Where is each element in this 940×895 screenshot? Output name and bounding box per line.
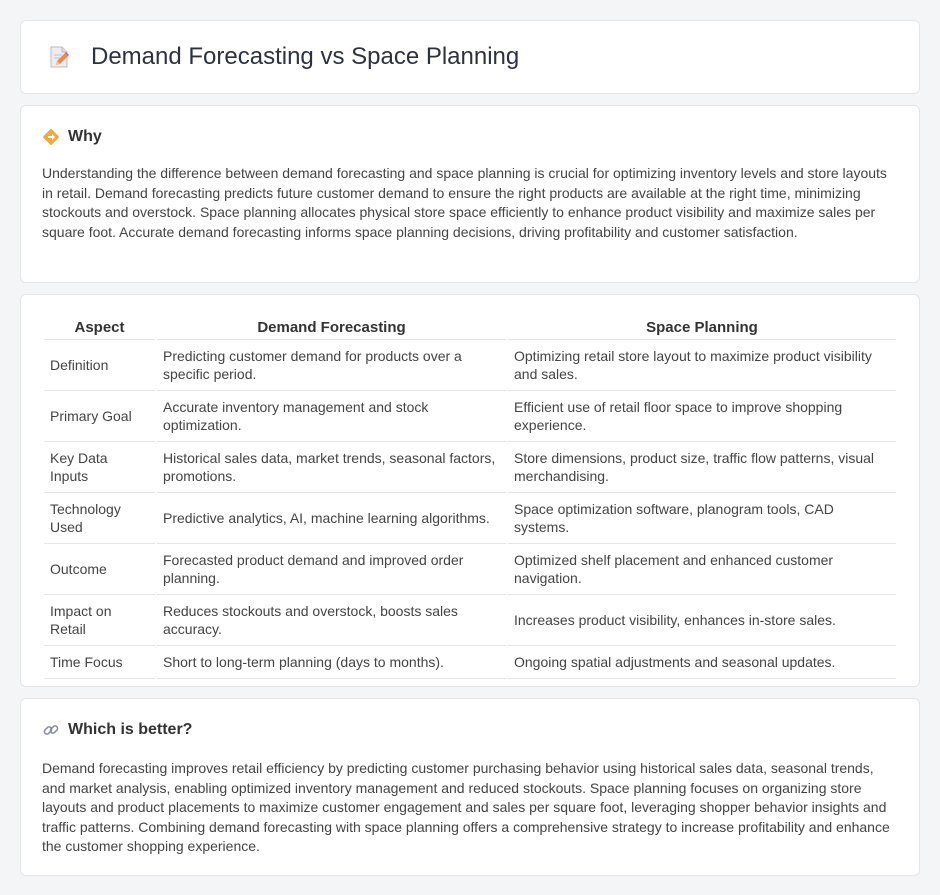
row-aspect: Definition [44, 340, 155, 391]
table-row [44, 493, 896, 544]
row-demand-forecasting: Predictive analytics, AI, machine learning algorithms. [157, 493, 506, 544]
row-aspect: Technology Used [44, 493, 155, 544]
which-is-better-title: Which is better? [68, 721, 193, 738]
which-is-better-section [20, 698, 920, 876]
document-pencil-icon [47, 45, 71, 69]
row-demand-forecasting: Predicting customer demand for products over a specific period. [157, 340, 506, 391]
row-demand-forecasting: Reduces stockouts and overstock, boosts sales accuracy. [157, 595, 506, 646]
row-aspect: Key Data Inputs [44, 442, 155, 493]
why-heading [42, 128, 898, 146]
row-aspect: Time Focus [44, 646, 155, 679]
row-space-planning: Optimized shelf placement and enhanced customer navigation. [508, 544, 896, 595]
why-section [20, 105, 920, 283]
page-title: Demand Forecasting vs Space Planning [91, 43, 520, 70]
row-demand-forecasting: Forecasted product demand and improved order planning. [157, 544, 506, 595]
column-header-aspect: Aspect [44, 315, 155, 340]
row-aspect: Outcome [44, 544, 155, 595]
row-space-planning: Space optimization software, planogram tools, CAD systems. [508, 493, 896, 544]
which-is-better-heading [42, 721, 898, 739]
comparison-section [20, 294, 920, 687]
column-header-demand-forecasting: Demand Forecasting [157, 315, 506, 340]
table-row [44, 544, 896, 595]
row-space-planning: Efficient use of retail floor space to improve shopping experience. [508, 391, 896, 442]
table-header-row [44, 315, 896, 340]
row-space-planning: Increases product visibility, enhances in-store sales. [508, 595, 896, 646]
column-header-space-planning: Space Planning [508, 315, 896, 340]
which-is-better-body: Demand forecasting improves retail efficiency by predicting customer purchasing behavior using historical sales data, seasonal trends, and market analysis, enabling optimized inventory management and reduced stockouts. Space planning focuses on organizing store layouts and product placements to maximize customer engagement and sales per square foot, leveraging shopper behavior insights and traffic patterns. Combining demand forecasting with space planning offers a comprehensive strategy to increase profitability and enhance the customer shopping experience. [42, 760, 890, 854]
row-aspect: Impact on Retail [44, 595, 155, 646]
row-demand-forecasting: Accurate inventory management and stock optimization. [157, 391, 506, 442]
diamond-arrow-icon [42, 128, 60, 146]
comparison-table [42, 315, 898, 679]
row-demand-forecasting: Historical sales data, market trends, seasonal factors, promotions. [157, 442, 506, 493]
table-row [44, 391, 896, 442]
why-title: Why [68, 128, 102, 145]
row-space-planning: Optimizing retail store layout to maximize product visibility and sales. [508, 340, 896, 391]
row-space-planning: Store dimensions, product size, traffic flow patterns, visual merchandising. [508, 442, 896, 493]
row-aspect: Primary Goal [44, 391, 155, 442]
header-card [20, 20, 920, 94]
row-space-planning: Ongoing spatial adjustments and seasonal updates. [508, 646, 896, 679]
table-row [44, 340, 896, 391]
row-demand-forecasting: Short to long-term planning (days to months). [157, 646, 506, 679]
why-body: Understanding the difference between demand forecasting and space planning is crucial for optimizing inventory levels and store layouts in retail. Demand forecasting predicts future customer demand to ensure the right products are available at the right time, minimizing stockouts and overstock. Space planning allocates physical store space efficiently to enhance product visibility and maximize sales per square foot. Accurate demand forecasting informs space planning decisions, driving profitability and customer satisfaction. [42, 165, 887, 240]
table-row [44, 646, 896, 679]
table-row [44, 442, 896, 493]
link-icon [42, 721, 60, 739]
table-row [44, 595, 896, 646]
